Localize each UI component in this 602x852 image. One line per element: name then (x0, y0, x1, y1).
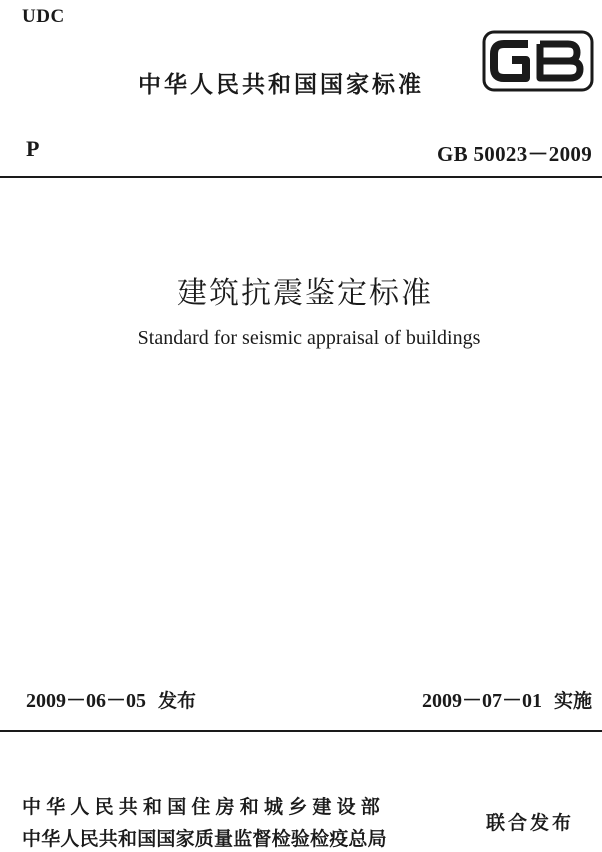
implementation-label: 实施 (553, 690, 592, 712)
standard-number: GB 50023－2009 (437, 142, 592, 166)
title-english: Standard for seismic appraisal of buildings (137, 327, 481, 349)
implementation-date: 2009－07－01 (421, 690, 542, 712)
issuer-ministry-housing: 中华人民共和国住房和城乡建设部 (22, 796, 386, 818)
joint-issue-label: 联合发布 (486, 812, 575, 834)
issue-date-block (26, 684, 196, 713)
udc-label: UDC (22, 6, 65, 27)
implementation-date-block (422, 684, 592, 713)
national-standard-heading: 中华人民共和国国家标准 (138, 72, 424, 98)
gb-logo-text: GB (538, 67, 541, 69)
gb-logo (482, 30, 594, 92)
issue-date: 2009－06－05 (26, 690, 146, 712)
top-divider (0, 176, 602, 178)
bottom-divider (0, 730, 602, 732)
title-chinese: 建筑抗震鉴定标准 (177, 276, 433, 311)
issue-label: 发布 (158, 690, 197, 712)
issuer-aqsiq: 中华人民共和国国家质量监督检验检疫总局 (22, 828, 387, 850)
category-code: P (26, 136, 40, 161)
